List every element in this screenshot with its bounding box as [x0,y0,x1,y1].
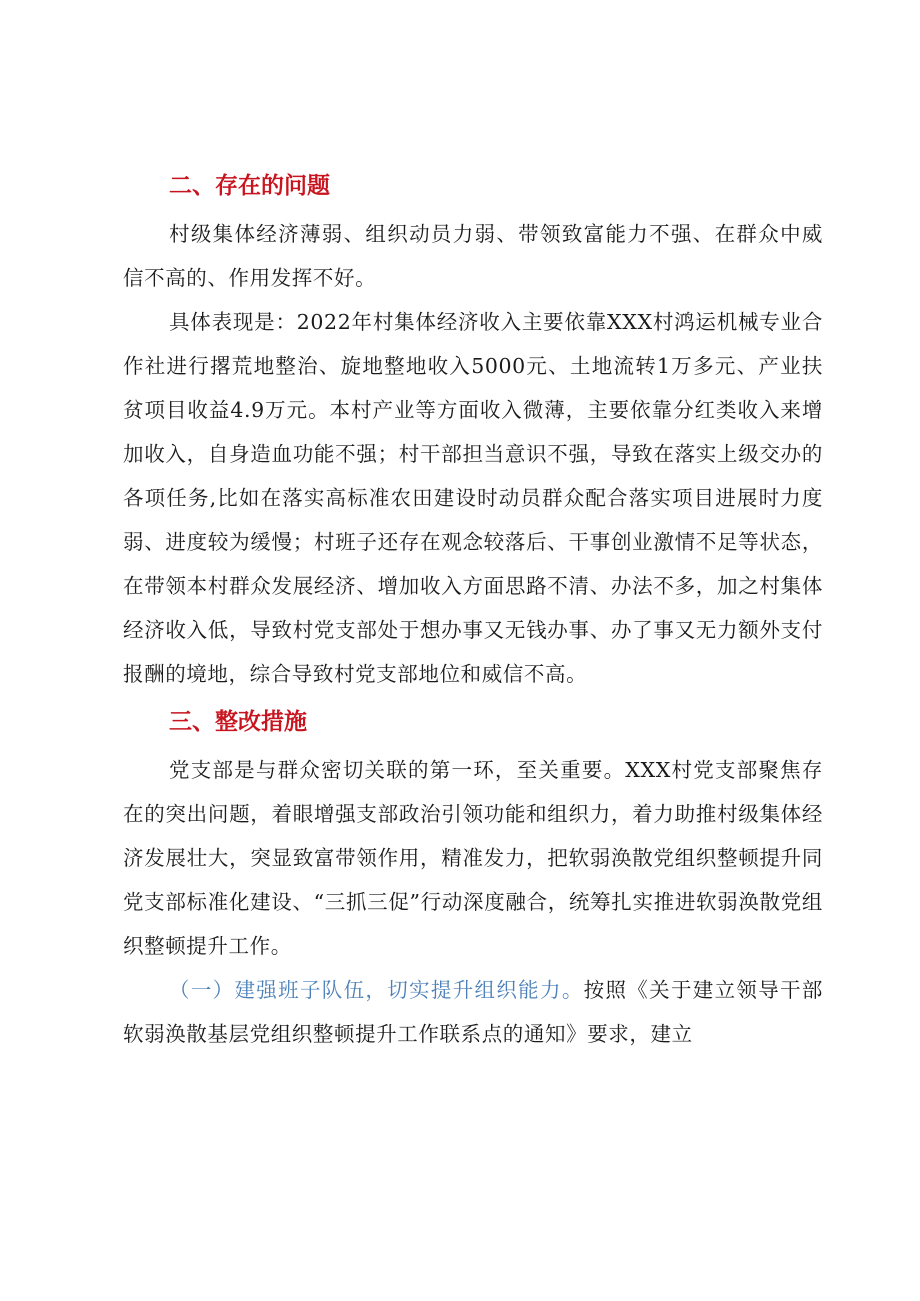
subsection-1-text: 按照《关于建立领导干部软弱涣散基层党组织整顿提升工作联系点的通知》要求，建立 [123,978,823,1046]
subsection-1-heading: （一）建强班子队伍，切实提升组织能力。 [169,978,584,1002]
document-body [123,160,823,1056]
problems-detail-paragraph: 具体表现是：2022年村集体经济收入主要依靠XXX村鸿运机械专业合作社进行撂荒地整治、旋地整地收入5000元、土地流转1万多元、产业扶贫项目收益4.9万元。本村产业等方面收入微薄，主要依靠分红类收入来增加收入，自身造血功能不强；村干部担当意识不强，导致在落实上级交办的各项任务,比如在落实高标准农田建设时动员群众配合落实项目进展时力度弱、进度较为缓慢；村班子还存在观念较落后、干事创业激情不足等状态，在带领本村群众发展经济、增加收入方面思路不清、办法不多，加之村集体经济收入低，导致村党支部处于想办事又无钱办事、办了事又无力额外支付报酬的境地，综合导致村党支部地位和威信不高。 [123,310,823,686]
section-heading-problems: 二、存在的问题 [169,173,330,199]
measures-subsection-1-paragraph [123,968,823,1056]
section-heading-measures: 三、整改措施 [169,709,307,735]
problems-summary-paragraph: 村级集体经济薄弱、组织动员力弱、带领致富能力不强、在群众中威信不高的、作用发挥不好。 [123,222,823,290]
measures-intro-paragraph: 党支部是与群众密切关联的第一环，至关重要。XXX村党支部聚焦存在的突出问题，着眼增强支部政治引领功能和组织力，着力助推村级集体经济发展壮大，突显致富带领作用，精准发力，把软弱涣散党组织整顿提升同党支部标准化建设、“三抓三促”行动深度融合，统筹扎实推进软弱涣散党组织整顿提升工作。 [123,758,823,958]
